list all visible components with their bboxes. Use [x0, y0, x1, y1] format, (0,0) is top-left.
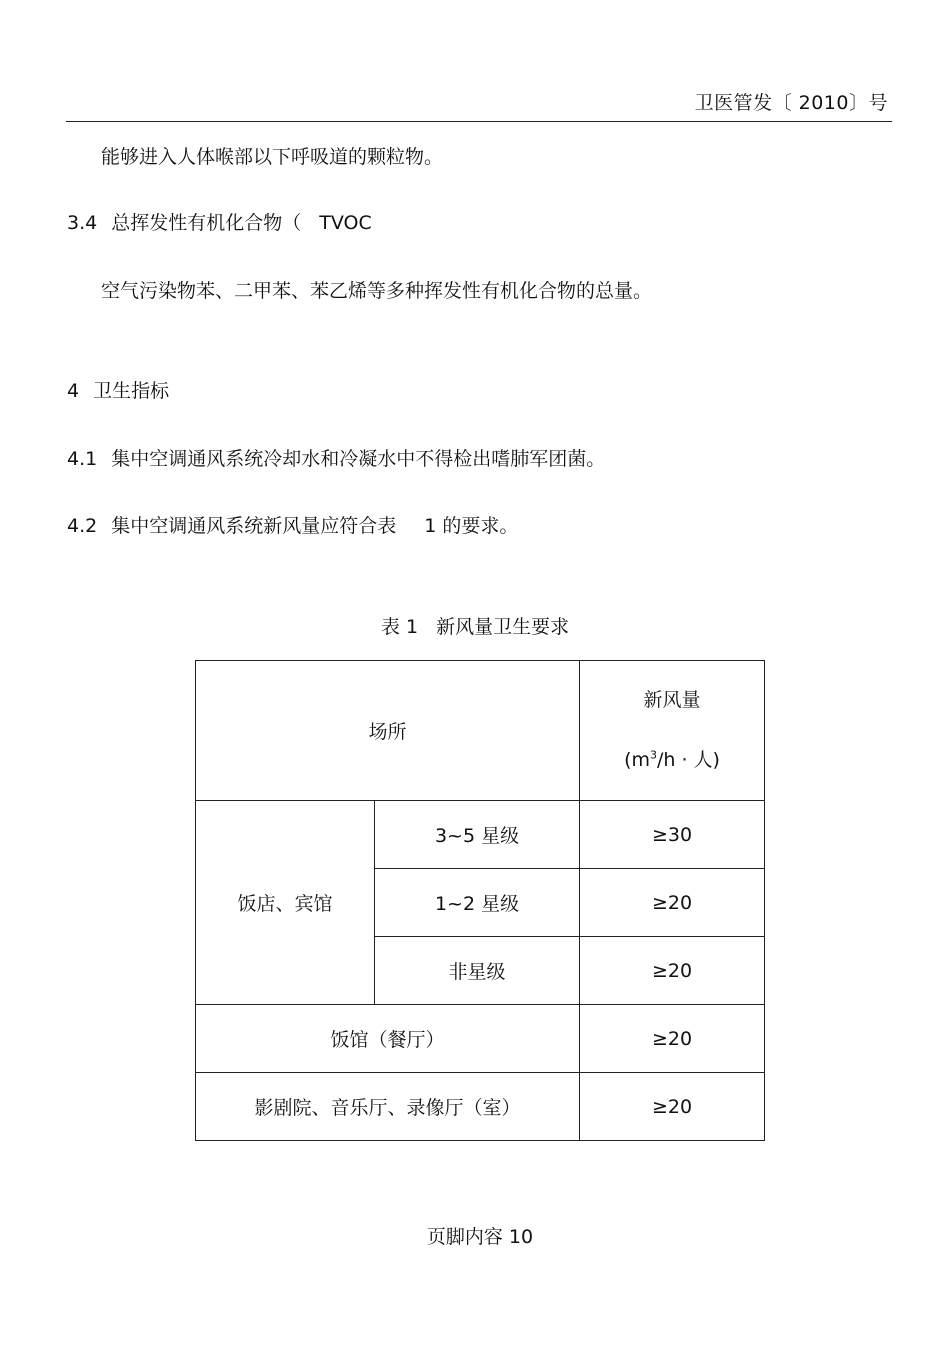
section-number: 3.4: [67, 212, 98, 234]
row-place: 3~5 星级: [375, 801, 580, 869]
row-value: ≥20: [580, 937, 765, 1005]
section-4-2: [67, 511, 518, 538]
table-caption: [0, 612, 950, 639]
row-value: ≥20: [580, 869, 765, 937]
section-number: 4.1: [67, 448, 98, 470]
row-value: ≥30: [580, 801, 765, 869]
definition-continuation: 能够进入人体喉部以下呼吸道的颗粒物。: [101, 146, 444, 168]
row-value: ≥20: [580, 1073, 765, 1141]
table-row: [196, 801, 765, 869]
table-row: [196, 1005, 765, 1073]
section-4-heading: [67, 376, 169, 403]
section-abbreviation: TVOC: [319, 212, 372, 234]
section-text: 集中空调通风系统冷却水和冷凝水中不得检出嗜肺军团菌。: [111, 448, 606, 470]
section-number: 4.2: [67, 515, 98, 537]
table-header-row: [196, 661, 765, 801]
section-title: 卫生指标: [93, 380, 170, 402]
group-hotel: 饭店、宾馆: [196, 801, 375, 1005]
tvoc-definition: 空气污染物苯、二甲苯、苯乙烯等多种挥发性有机化合物的总量。: [101, 280, 653, 302]
document-number: 卫医管发〔 2010〕号: [694, 92, 888, 114]
row-place: 1~2 星级: [375, 869, 580, 937]
header-unit: ($m^3/h$ · 人): [624, 748, 720, 772]
header-place: 场所: [196, 661, 580, 801]
table-title: 新风量卫生要求: [436, 616, 570, 638]
table-label: 表 1: [380, 616, 419, 638]
header-volume: [580, 661, 765, 801]
fresh-air-table: [195, 660, 765, 1141]
row-place: 非星级: [375, 937, 580, 1005]
row-place: 饭馆（餐厅）: [196, 1005, 580, 1073]
section-number: 4: [67, 380, 80, 402]
page-footer: 页脚内容 10: [426, 1226, 534, 1248]
section-3-4-heading: [67, 208, 372, 235]
row-value: ≥20: [580, 1005, 765, 1073]
section-text-continued: 1 的要求。: [424, 515, 519, 537]
row-place: 影剧院、音乐厅、录像厅（室）: [196, 1073, 580, 1141]
header-divider: [66, 121, 892, 122]
section-4-1: [67, 444, 605, 471]
table-row: [196, 1073, 765, 1141]
section-title: 总挥发性有机化合物（: [111, 212, 302, 234]
header-volume-label: 新风量: [643, 688, 701, 711]
section-text: 集中空调通风系统新风量应符合表: [111, 515, 397, 537]
